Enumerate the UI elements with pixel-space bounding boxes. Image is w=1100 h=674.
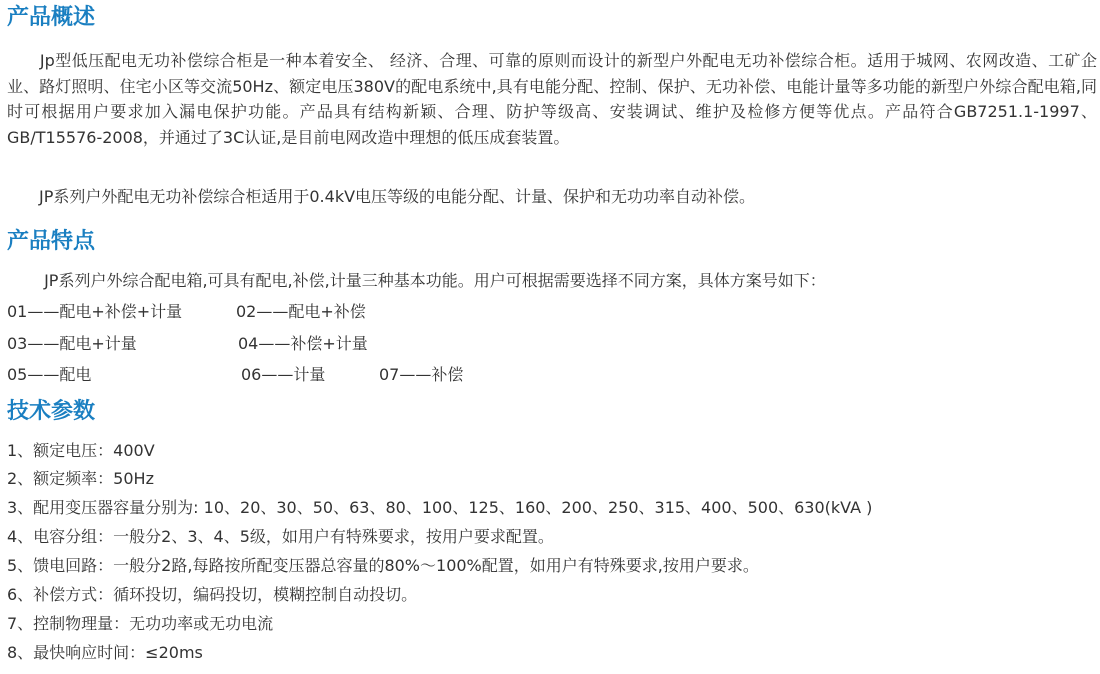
spec-item: 6、补偿方式：循环投切，编码投切，模糊控制自动投切。 [7, 585, 418, 604]
scheme-option-01: 01——配电+补偿+计量 [7, 302, 183, 321]
spec-item: 7、控制物理量：无功功率或无功电流 [7, 614, 274, 633]
section-title-specs: 技术参数 [7, 399, 96, 424]
spec-item: 8、最快响应时间：≤20ms [7, 643, 203, 662]
spec-item: 5、馈电回路：一般分2路,每路按所配变压器总容量的80%～100%配置，如用户有特殊要求,按用户要求。 [7, 556, 759, 575]
scheme-option-07: 07——补偿 [379, 365, 464, 384]
scheme-option-05: 05——配电 [7, 365, 92, 384]
scheme-option-03: 03——配电+计量 [7, 334, 137, 353]
section-title-features: 产品特点 [7, 229, 96, 254]
overview-paragraph-2: JP系列户外配电无功补偿综合柜适用于0.4kV电压等级的电能分配、计量、保护和无功功率自动补偿。 [7, 187, 756, 206]
scheme-option-02: 02——配电+补偿 [236, 302, 366, 321]
overview-paragraph-1: Jp型低压配电无功补偿综合柜是一种本着安全、 经济、合理、可靠的原则而设计的新型户外配电无功补偿综合柜。适用于城网、农网改造、工矿企业、路灯照明、住宅小区等交流50Hz、额定电压380V的配电系统中,具有电能分配、控制、保护、无功补偿、电能计量等多功能的新型户外综合配电箱,同时可根据用户要求加入漏电保护功能。产品具有结构新颖、合理、防护等级高、安装调试、维护及检修方便等优点。产品符合GB7251.1-1997、GB/T15576-2008，并通过了3C认证,是目前电网改造中理想的低压成套装置。 [7, 51, 1097, 147]
scheme-option-06: 06——计量 [241, 365, 326, 384]
spec-item: 3、配用变压器容量分别为: 10、20、30、50、63、80、100、125、160、200、250、315、400、500、630(kVA ) [7, 498, 873, 517]
scheme-option-04: 04——补偿+计量 [238, 334, 368, 353]
spec-item: 2、额定频率：50Hz [7, 469, 154, 488]
spec-item: 1、额定电压：400V [7, 441, 155, 460]
features-intro: JP系列户外综合配电箱,可具有配电,补偿,计量三种基本功能。用户可根据需要选择不同方案，具体方案号如下： [7, 271, 826, 290]
spec-item: 4、电容分组：一般分2、3、4、5级，如用户有特殊要求，按用户要求配置。 [7, 527, 554, 546]
section-title-overview: 产品概述 [7, 5, 96, 30]
